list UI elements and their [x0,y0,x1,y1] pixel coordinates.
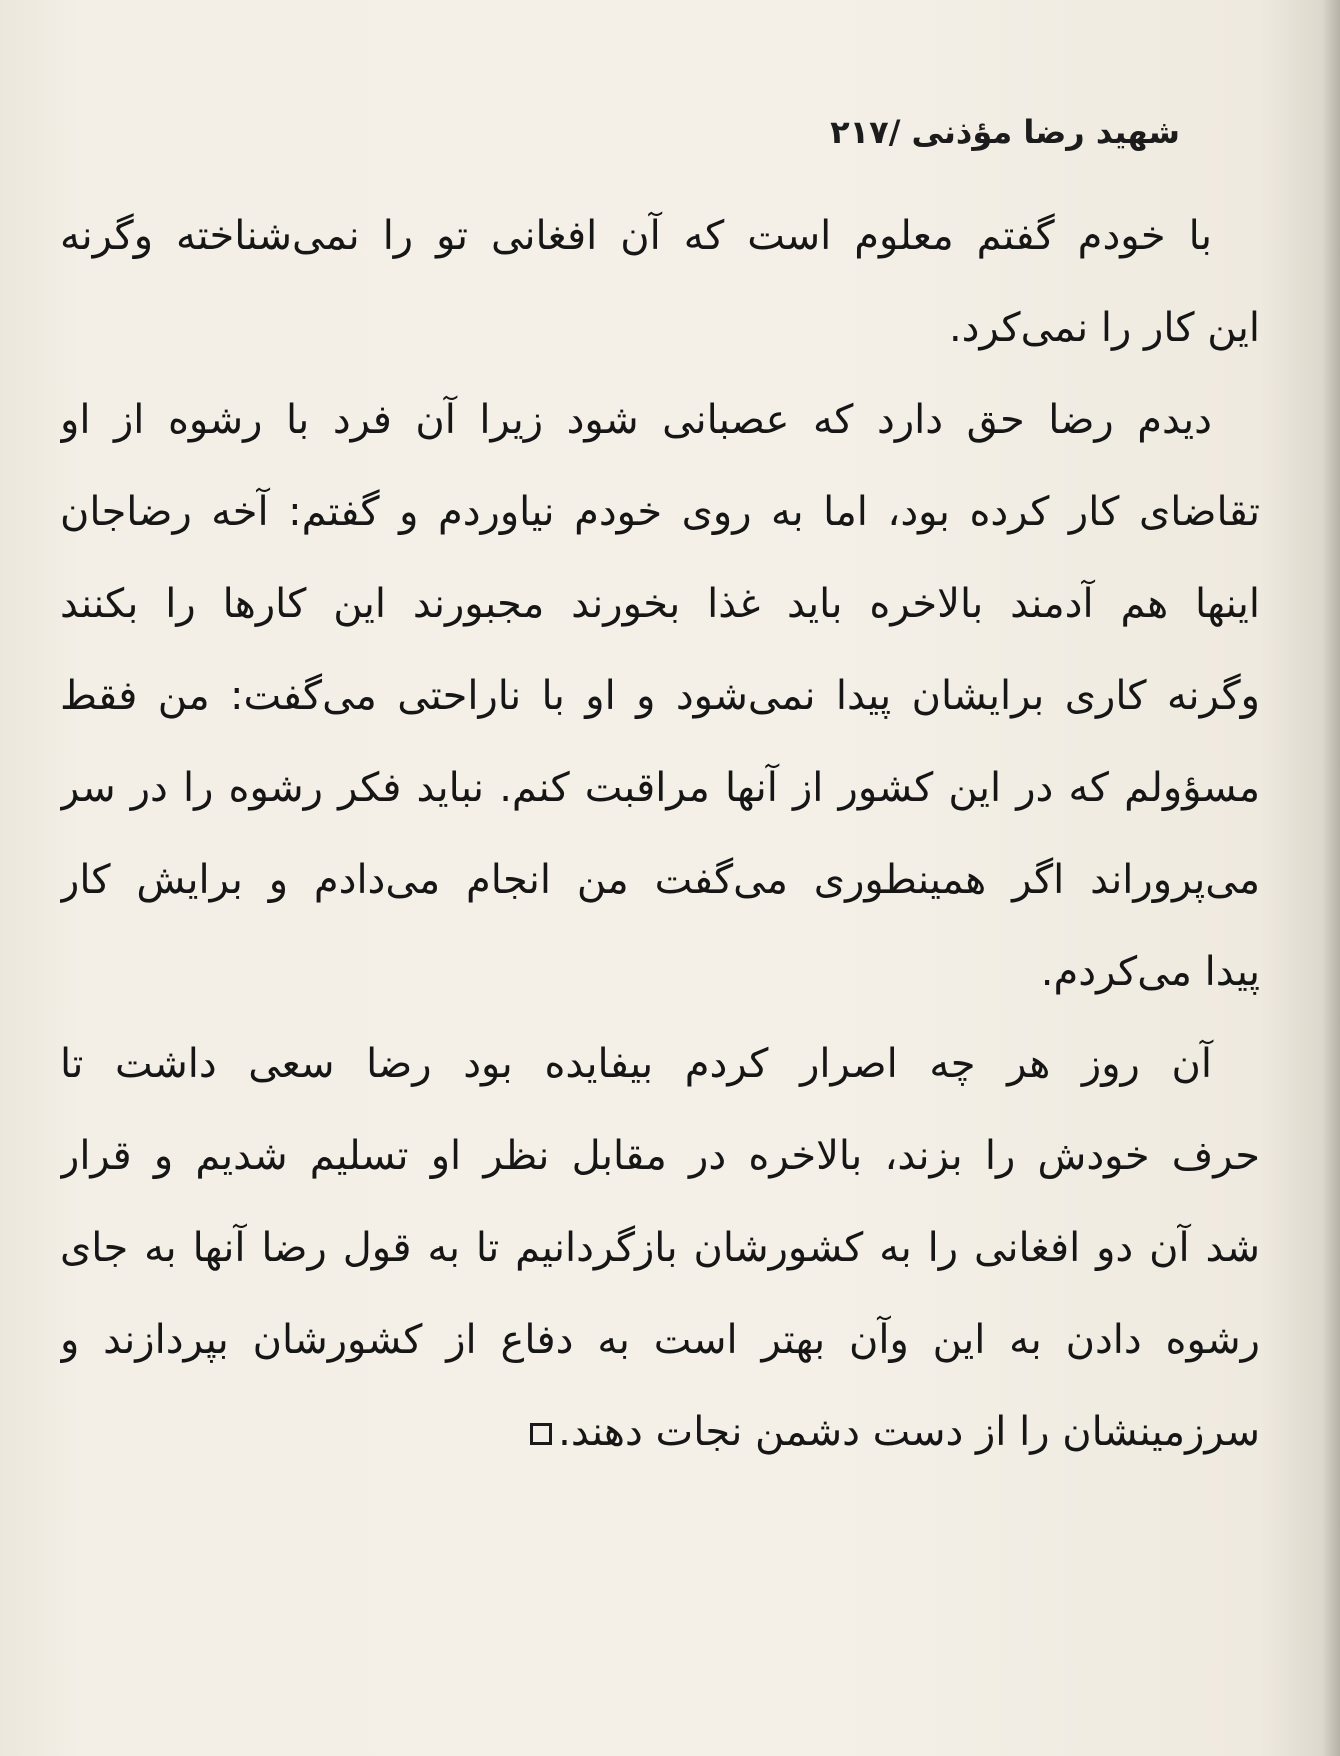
page-binding-shadow [1322,0,1340,1756]
text-line: شد آن دو افغانی را به کشورشان بازگردانیم تا به قول رضا آنها به جای [60,1225,1260,1271]
text-line: تقاضای کار کرده بود، اما به روی خودم نیاوردم و گفتم: آخه رضاجان [60,489,1260,535]
text-line: می‌پروراند اگر همینطوری می‌گفت من انجام می‌دادم و برایش کار [60,857,1260,903]
text-line: آن روز هر چه اصرار کردم بیفایده بود رضا سعی داشت تا [60,1041,1212,1087]
text-line: این کار را نمی‌کرد. [948,305,1260,351]
body-text [60,190,1260,1478]
text-line: رشوه دادن به این وآن بهتر است به دفاع از کشورشان بپردازند و [60,1317,1260,1363]
text-line: حرف خودش را بزند، بالاخره در مقابل نظر او تسلیم شدیم و قرار [60,1133,1260,1179]
text-line: دیدم رضا حق دارد که عصبانی شود زیرا آن فرد با رشوه از او [60,397,1212,443]
end-of-chapter-square-icon [530,1423,552,1445]
text-line: مسؤولم که در این کشور از آنها مراقبت کنم. نباید فکر رشوه را در سر [60,765,1260,811]
text-line: اینها هم آدمند بالاخره باید غذا بخورند مجبورند این کارها را بکنند [60,581,1260,627]
text-line: پیدا می‌کردم. [1040,949,1260,995]
text-line: با خودم گفتم معلوم است که آن افغانی تو را نمی‌شناخته وگرنه [60,213,1212,259]
running-header: شهید رضا مؤذنی /۲۱۷ [830,113,1180,151]
text-line-final [60,1386,1260,1478]
final-sentence: سرزمینشان را از دست دشمن نجات دهند. [558,1409,1260,1455]
text-line: وگرنه کاری برایشان پیدا نمی‌شود و او با ناراحتی می‌گفت: من فقط [60,673,1260,719]
